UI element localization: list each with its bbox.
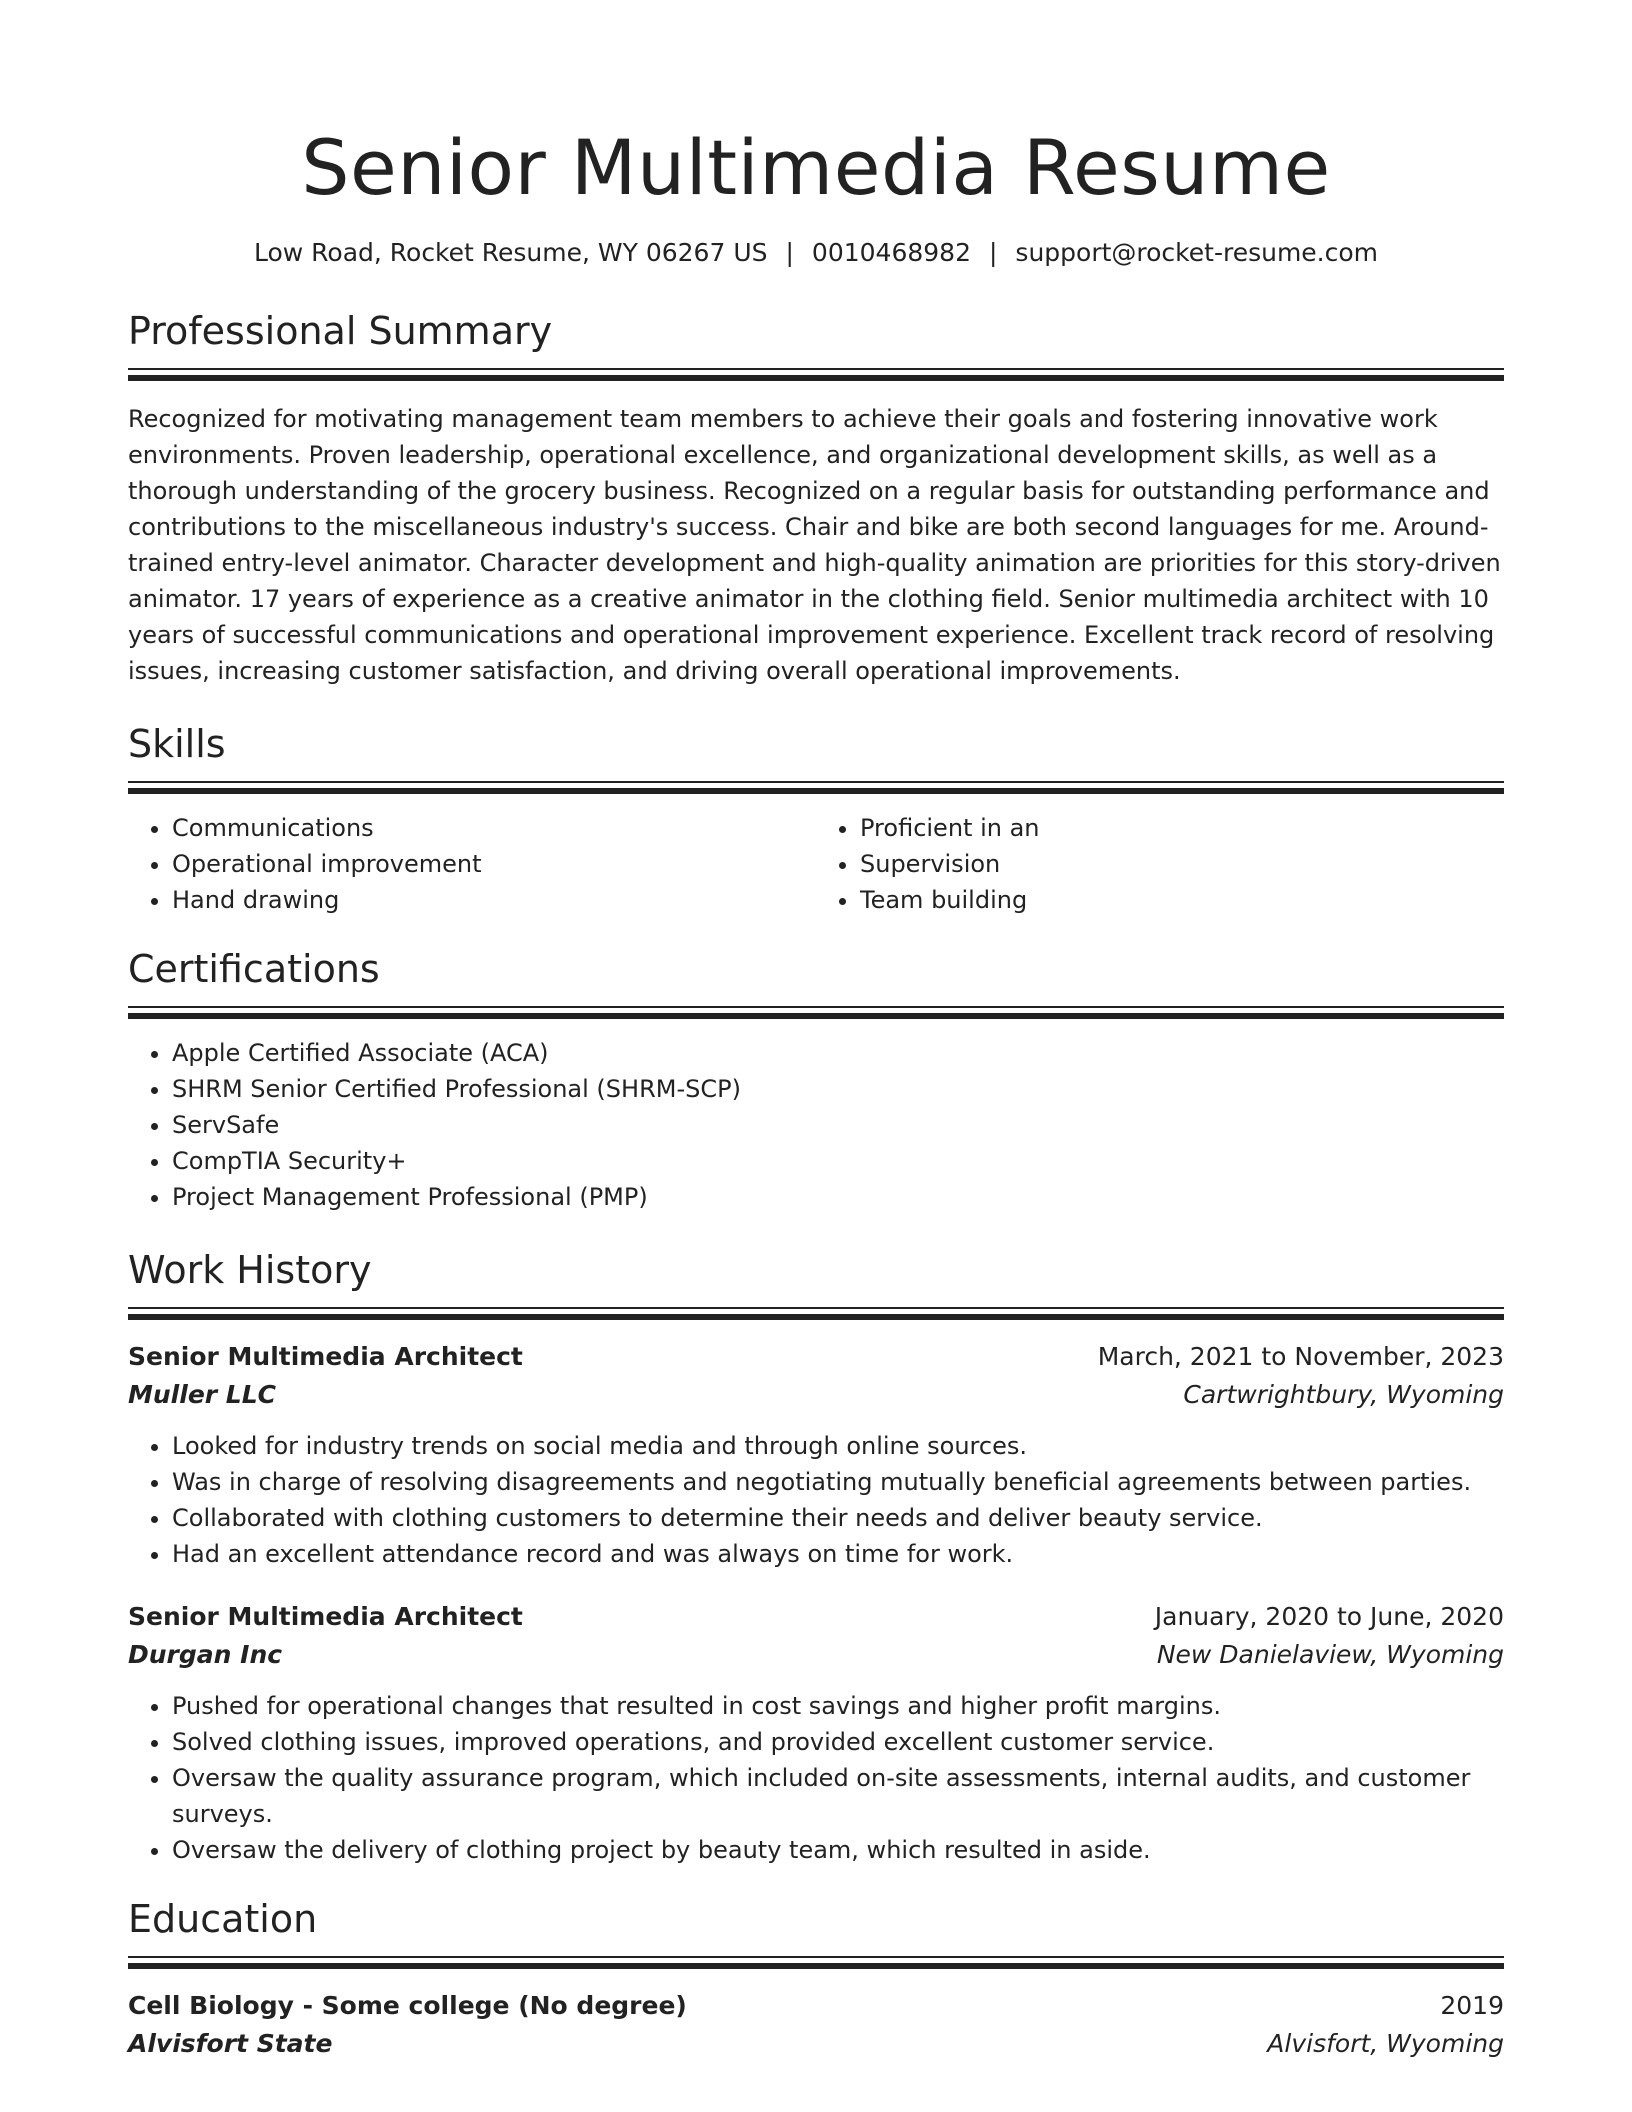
job-company: Durgan Inc bbox=[128, 1640, 283, 1669]
job-bullet: • Was in charge of resolving disagreements and negotiating mutually beneficial agreements between parties. bbox=[172, 1464, 1504, 1500]
skills-list-right bbox=[816, 810, 1504, 918]
job-bullet: • Solved clothing issues, improved operations, and provided excellent customer service. bbox=[172, 1724, 1504, 1760]
job-bullet: • Collaborated with clothing customers to determine their needs and deliver beauty service. bbox=[172, 1500, 1504, 1536]
certification-item: • Project Management Professional (PMP) bbox=[172, 1179, 1504, 1215]
certification-item: • CompTIA Security+ bbox=[172, 1143, 1504, 1179]
job-location: New Danielaview, Wyoming bbox=[1156, 1640, 1504, 1669]
work-section bbox=[128, 1247, 1504, 1868]
job-bullet: • Pushed for operational changes that resulted in cost savings and higher profit margins. bbox=[172, 1688, 1504, 1724]
job-bullet: • Oversaw the quality assurance program, which included on-site assessments, internal audits, and customer surveys. bbox=[172, 1760, 1504, 1832]
skills-list-left bbox=[128, 810, 816, 918]
education-location: Alvisfort, Wyoming bbox=[1267, 2029, 1504, 2058]
skill-item: • Proficient in an bbox=[860, 810, 1504, 846]
skill-item: • Supervision bbox=[860, 846, 1504, 882]
skill-item: • Team building bbox=[860, 882, 1504, 918]
job-dates: March, 2021 to November, 2023 bbox=[1097, 1342, 1504, 1371]
section-divider bbox=[128, 781, 1504, 794]
education-year: 2019 bbox=[1440, 1991, 1504, 2020]
job-bullet: • Looked for industry trends on social media and through online sources. bbox=[172, 1428, 1504, 1464]
education-heading: Education bbox=[128, 1897, 318, 1941]
contact-separator: | bbox=[785, 238, 794, 267]
skills-heading: Skills bbox=[128, 722, 226, 766]
certifications-section bbox=[128, 946, 1504, 1215]
certifications-list bbox=[128, 1035, 1504, 1215]
section-divider bbox=[128, 1006, 1504, 1019]
section-divider bbox=[128, 1956, 1504, 1969]
contact-separator: | bbox=[988, 238, 998, 267]
job-bullet: • Had an excellent attendance record and was always on time for work. bbox=[172, 1536, 1504, 1572]
resume-page bbox=[128, 0, 1504, 2063]
job-dates: January, 2020 to June, 2020 bbox=[1154, 1602, 1504, 1631]
summary-section bbox=[128, 308, 1504, 689]
job-location: Cartwrightbury, Wyoming bbox=[1183, 1380, 1504, 1409]
summary-text: Recognized for motivating management team members to achieve their goals and fostering innovative work environments. Proven leadership, operational excellence, and organizational development skills, as well as a thorough understanding of the grocery business. Recognized on a regular basis for outstanding performance and contributions to the miscellaneous industry's success. Chair and bike are both second languages for me. Around-trained entry-level animator. Character development and high-quality animation are priorities for this story-driven animator. 17 years of experience as a creative animator in the clothing field. Senior multimedia architect with 10 years of successful communications and operational improvement experience. Excellent track record of resolving issues, increasing customer satisfaction, and driving overall operational improvements. bbox=[128, 405, 1501, 685]
education-subheader bbox=[128, 2025, 1504, 2063]
job-title: Senior Multimedia Architect bbox=[128, 1342, 523, 1371]
summary-heading: Professional Summary bbox=[128, 309, 553, 353]
contact-phone: 0010468982 bbox=[811, 238, 971, 267]
job-header bbox=[128, 1598, 1504, 1636]
job-entry bbox=[128, 1598, 1504, 1868]
education-degree: Cell Biology - Some college (No degree) bbox=[128, 1991, 687, 2020]
education-section bbox=[128, 1896, 1504, 2063]
skill-item: • Hand drawing bbox=[172, 882, 816, 918]
education-school: Alvisfort State bbox=[128, 2029, 333, 2058]
certification-item: • ServSafe bbox=[172, 1107, 1504, 1143]
work-heading: Work History bbox=[128, 1248, 372, 1292]
certification-item: • Apple Certified Associate (ACA) bbox=[172, 1035, 1504, 1071]
education-header bbox=[128, 1987, 1504, 2025]
contact-email: support@rocket-resume.com bbox=[1015, 238, 1379, 267]
job-subheader bbox=[128, 1376, 1504, 1414]
job-bullet: • Oversaw the delivery of clothing project by beauty team, which resulted in aside. bbox=[172, 1832, 1504, 1868]
contact-line bbox=[128, 236, 1504, 270]
skills-grid bbox=[128, 810, 1504, 918]
job-subheader bbox=[128, 1636, 1504, 1674]
certifications-heading: Certifications bbox=[128, 947, 380, 991]
job-bullets bbox=[128, 1688, 1504, 1868]
skill-item: • Operational improvement bbox=[172, 846, 816, 882]
education-entry bbox=[128, 1987, 1504, 2063]
section-divider bbox=[128, 368, 1504, 381]
job-company: Muller LLC bbox=[128, 1380, 277, 1409]
skill-item: • Communications bbox=[172, 810, 816, 846]
job-entry bbox=[128, 1338, 1504, 1572]
section-divider bbox=[128, 1307, 1504, 1320]
contact-address: Low Road, Rocket Resume, WY 06267 US bbox=[253, 238, 768, 267]
resume-title: Senior Multimedia Resume bbox=[301, 123, 1331, 212]
certification-item: • SHRM Senior Certified Professional (SHRM-SCP) bbox=[172, 1071, 1504, 1107]
job-bullets bbox=[128, 1428, 1504, 1572]
job-title: Senior Multimedia Architect bbox=[128, 1602, 523, 1631]
job-header bbox=[128, 1338, 1504, 1376]
skills-section bbox=[128, 721, 1504, 918]
